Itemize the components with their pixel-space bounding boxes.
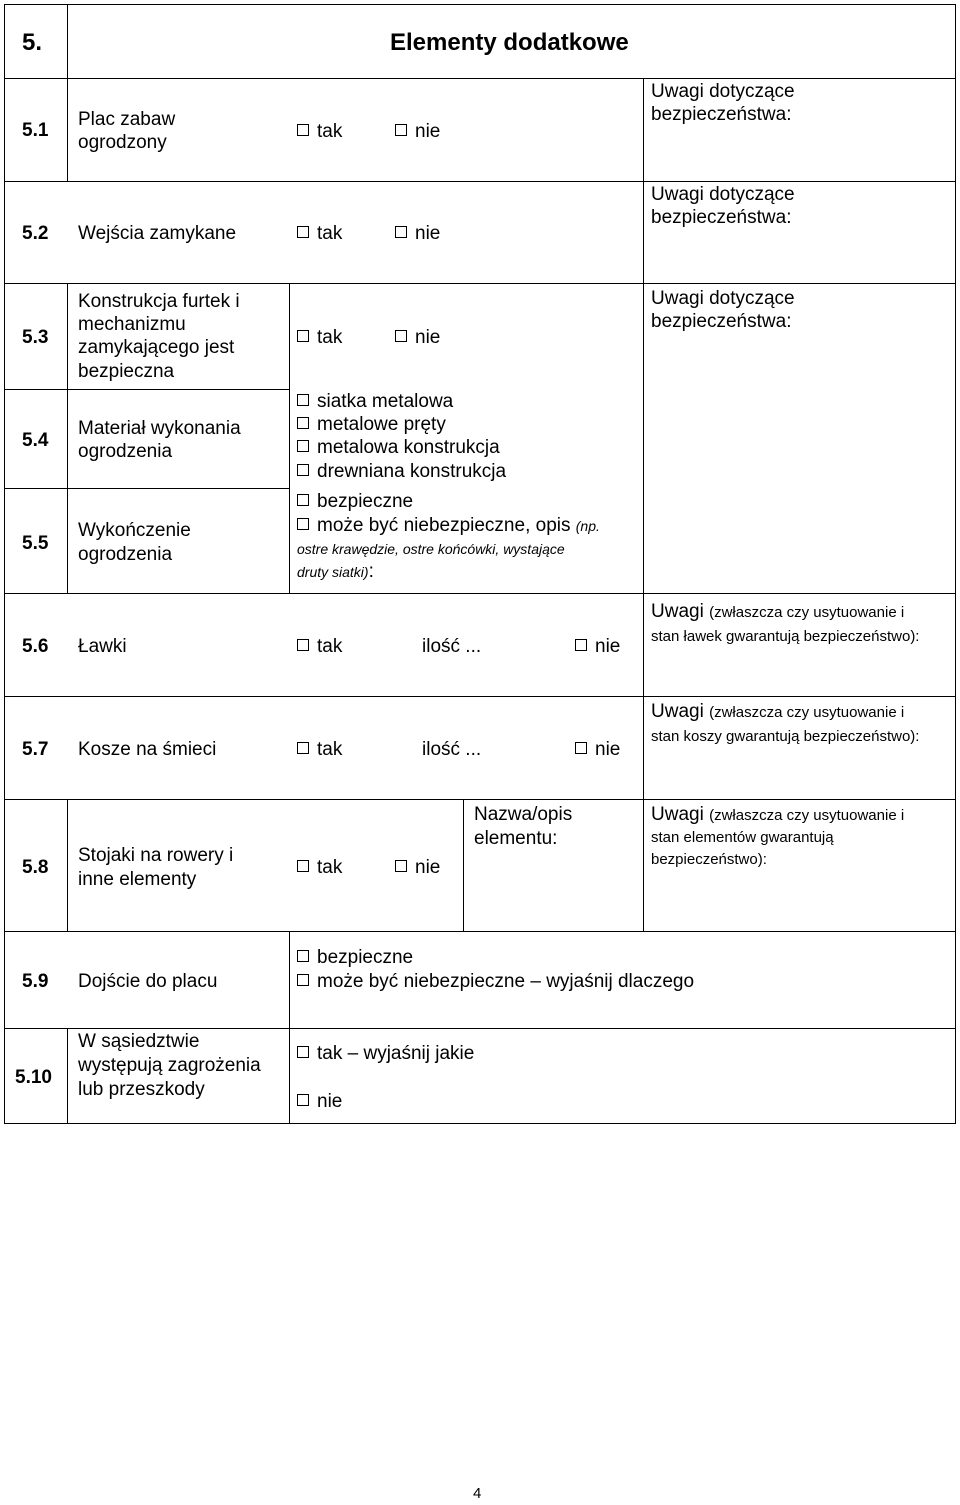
- remark-label: [651, 803, 904, 827]
- checkbox-icon: [395, 124, 407, 136]
- col-divider: [643, 283, 644, 594]
- quantity-field[interactable]: ilość ...: [422, 739, 482, 760]
- remark-label: Uwagi dotyczące: [651, 81, 795, 102]
- note-text: (np.: [575, 518, 600, 534]
- row-divider: [4, 931, 956, 932]
- row-label: mechanizmu: [78, 314, 186, 335]
- option-label: bezpieczne: [317, 947, 414, 968]
- remark-label: [651, 600, 904, 624]
- row-divider: [4, 389, 290, 390]
- checkbox-icon: [395, 226, 407, 238]
- col-divider: [67, 1028, 68, 1124]
- checkbox-icon: [297, 417, 309, 429]
- row-number: 5.1: [22, 120, 49, 141]
- checkbox-tak[interactable]: [297, 738, 342, 761]
- row-divider: [4, 181, 956, 182]
- checkbox-icon: [297, 494, 309, 506]
- checkbox-icon: [297, 226, 309, 238]
- section-title: Elementy dodatkowe: [390, 29, 629, 56]
- row-label: Kosze na śmieci: [78, 739, 217, 760]
- row-label: Wejścia zamykane: [78, 223, 237, 244]
- remark-label: bezpieczeństwa:: [651, 311, 792, 332]
- remark-label: bezpieczeństwa:: [651, 104, 792, 125]
- row-divider: [4, 488, 290, 489]
- row-number: 5.5: [22, 533, 49, 554]
- element-name-label: elementu:: [474, 828, 558, 849]
- option-label: nie: [317, 1091, 343, 1112]
- row-divider: [4, 283, 956, 284]
- option-label: nie: [415, 121, 441, 142]
- col-divider: [643, 593, 644, 697]
- checkbox-bezpieczne[interactable]: [297, 490, 413, 513]
- option-label: siatka metalowa: [317, 391, 454, 412]
- checkbox-icon: [575, 742, 587, 754]
- checkbox-tak[interactable]: [297, 856, 342, 879]
- col-divider: [643, 696, 644, 800]
- quantity-field[interactable]: ilość ...: [422, 636, 482, 657]
- checkbox-icon: [297, 124, 309, 136]
- checkbox-icon: [297, 950, 309, 962]
- checkbox-option[interactable]: [297, 460, 506, 483]
- checkbox-icon: [395, 860, 407, 872]
- row-label: występują zagrożenia: [78, 1055, 261, 1076]
- checkbox-icon: [297, 394, 309, 406]
- checkbox-icon: [297, 464, 309, 476]
- checkbox-icon: [297, 440, 309, 452]
- row-number: 5.7: [22, 739, 49, 760]
- checkbox-icon: [297, 639, 309, 651]
- remark-note: stan elementów gwarantują: [651, 829, 834, 846]
- checkbox-tak[interactable]: [297, 635, 342, 658]
- option-label: nie: [595, 739, 621, 760]
- row-divider: [4, 799, 956, 800]
- checkbox-nie[interactable]: [575, 635, 620, 658]
- table-border-bottom: [4, 1123, 956, 1124]
- checkbox-niebezpieczne[interactable]: [297, 970, 694, 993]
- checkbox-option[interactable]: [297, 436, 500, 459]
- row-number: 5.4: [22, 430, 49, 451]
- option-label: metalowe pręty: [317, 414, 446, 435]
- checkbox-icon: [297, 742, 309, 754]
- col-divider: [67, 799, 68, 932]
- col-divider: [67, 4, 68, 79]
- option-label: metalowa konstrukcja: [317, 437, 500, 458]
- option-label: nie: [415, 857, 441, 878]
- checkbox-tak[interactable]: [297, 326, 342, 349]
- col-divider: [289, 283, 290, 594]
- checkbox-icon: [297, 1094, 309, 1106]
- col-divider: [67, 283, 68, 594]
- table-border-right: [955, 4, 956, 1124]
- remark-word: Uwagi: [651, 804, 704, 825]
- option-label: tak: [317, 223, 343, 244]
- row-number: 5.10: [15, 1067, 52, 1088]
- option-label: tak: [317, 636, 343, 657]
- option-label: nie: [415, 327, 441, 348]
- checkbox-icon: [395, 330, 407, 342]
- col-divider: [463, 799, 464, 932]
- row-label: ogrodzenia: [78, 441, 173, 462]
- note-text: ostre krawędzie, ostre końcówki, wystające: [297, 541, 565, 557]
- remark-note: (zwłaszcza czy usytuowanie i: [709, 604, 905, 621]
- checkbox-icon: [575, 639, 587, 651]
- col-divider: [289, 1028, 290, 1124]
- checkbox-icon: [297, 1046, 309, 1058]
- checkbox-option[interactable]: [297, 390, 453, 413]
- checkbox-nie[interactable]: [575, 738, 620, 761]
- option-label: bezpieczne: [317, 491, 414, 512]
- option-label: może być niebezpieczne – wyjaśnij dlaczego: [317, 971, 695, 992]
- row-label: W sąsiedztwie: [78, 1031, 200, 1052]
- option-label: tak: [317, 327, 343, 348]
- row-divider: [4, 1028, 956, 1029]
- checkbox-tak[interactable]: [297, 120, 342, 143]
- note-text: druty siatki): [297, 564, 369, 580]
- checkbox-tak[interactable]: [297, 222, 342, 245]
- option-label: drewniana konstrukcja: [317, 461, 507, 482]
- col-divider: [643, 78, 644, 182]
- row-label: Ławki: [78, 636, 127, 657]
- page-number: 4: [473, 1485, 482, 1502]
- option-label: tak: [317, 739, 343, 760]
- remark-label: Uwagi dotyczące: [651, 288, 795, 309]
- row-label: Stojaki na rowery i: [78, 845, 234, 866]
- remark-note: (zwłaszcza czy usytuowanie i: [709, 704, 905, 721]
- row-label: zamykającego jest: [78, 337, 235, 358]
- checkbox-nie[interactable]: [297, 1090, 342, 1113]
- note-line: [297, 560, 374, 584]
- row-number: 5.3: [22, 327, 49, 348]
- remark-word: Uwagi: [651, 701, 704, 722]
- option-label: może być niebezpieczne, opis: [317, 515, 571, 536]
- row-label: Konstrukcja furtek i: [78, 291, 240, 312]
- row-label: Dojście do placu: [78, 971, 218, 992]
- checkbox-tak[interactable]: [297, 1042, 474, 1065]
- option-label: nie: [415, 223, 441, 244]
- option-label: tak – wyjaśnij jakie: [317, 1043, 475, 1064]
- checkbox-option[interactable]: [297, 413, 446, 436]
- row-number: 5.9: [22, 971, 49, 992]
- row-number: 5.6: [22, 636, 49, 657]
- row-label: lub przeszkody: [78, 1079, 205, 1100]
- col-divider: [643, 799, 644, 932]
- row-divider: [4, 593, 956, 594]
- checkbox-icon: [297, 518, 309, 530]
- row-label: Plac zabaw: [78, 109, 176, 130]
- table-border-left: [4, 4, 5, 1124]
- row-divider: [4, 78, 956, 79]
- remark-word: Uwagi: [651, 601, 704, 622]
- checkbox-nie[interactable]: [395, 856, 440, 879]
- remark-note: bezpieczeństwo):: [651, 851, 767, 868]
- element-name-label: Nazwa/opis: [474, 804, 573, 825]
- checkbox-icon: [297, 330, 309, 342]
- section-number: 5.: [22, 29, 43, 56]
- row-label: Wykończenie: [78, 520, 191, 541]
- remark-label: [651, 700, 904, 724]
- checkbox-bezpieczne[interactable]: [297, 946, 413, 969]
- row-label: bezpieczna: [78, 361, 175, 382]
- row-label: ogrodzenia: [78, 544, 173, 565]
- checkbox-nie[interactable]: [395, 326, 440, 349]
- col-divider: [67, 78, 68, 182]
- row-number: 5.8: [22, 857, 49, 878]
- row-label: inne elementy: [78, 869, 197, 890]
- row-label: ogrodzony: [78, 132, 167, 153]
- checkbox-nie[interactable]: [395, 222, 440, 245]
- checkbox-nie[interactable]: [395, 120, 440, 143]
- remark-note: stan koszy gwarantują bezpieczeństwo):: [651, 728, 920, 745]
- checkbox-icon: [297, 974, 309, 986]
- table-border-top: [4, 4, 956, 5]
- note-colon: :: [368, 561, 374, 582]
- remark-note: (zwłaszcza czy usytuowanie i: [709, 807, 905, 824]
- checkbox-icon: [297, 860, 309, 872]
- remark-label: bezpieczeństwa:: [651, 207, 792, 228]
- option-label: tak: [317, 121, 343, 142]
- remark-note: stan ławek gwarantują bezpieczeństwo):: [651, 628, 920, 645]
- checkbox-niebezpieczne[interactable]: [297, 514, 600, 538]
- col-divider: [289, 931, 290, 1029]
- col-divider: [643, 181, 644, 284]
- option-label: nie: [595, 636, 621, 657]
- remark-label: Uwagi dotyczące: [651, 184, 795, 205]
- row-label: Materiał wykonania: [78, 418, 241, 439]
- row-number: 5.2: [22, 223, 49, 244]
- option-label: tak: [317, 857, 343, 878]
- row-divider: [4, 696, 956, 697]
